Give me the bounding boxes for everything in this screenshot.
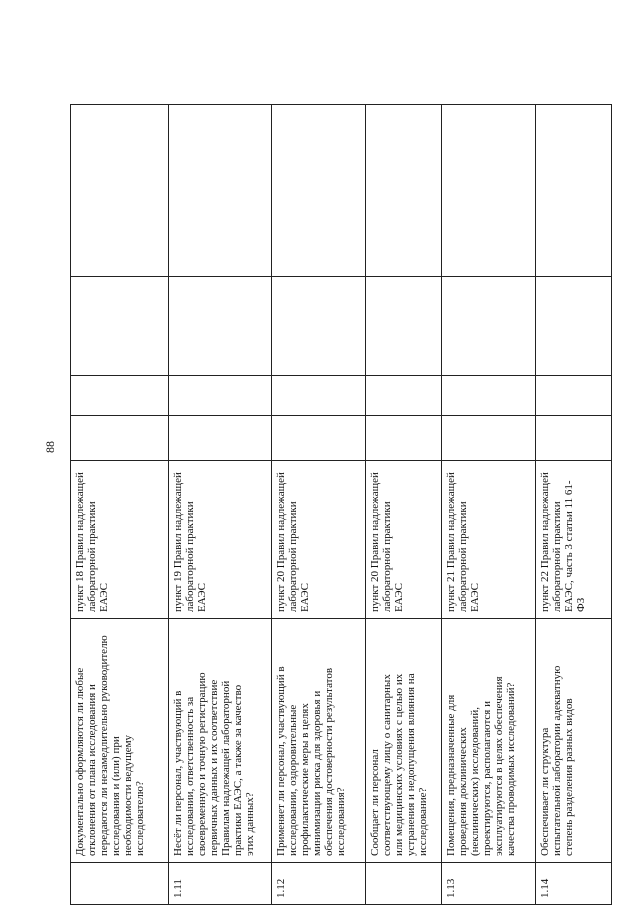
question-cell: Несёт ли персонал, участвующий в исследовании, ответственность за своевременную и точную регистрацию первичных данных и их соответствие Правилам надлежащей лабораторной практики ЕАЭС, а также за качество этих данных? bbox=[169, 619, 272, 863]
row-number: 1.13 bbox=[442, 863, 536, 905]
empty-cell bbox=[366, 105, 442, 277]
empty-cell bbox=[536, 416, 612, 461]
row-number: 1.14 bbox=[536, 863, 612, 905]
reference-cell: пункт 22 Правил надлежащей лабораторной практики ЕАЭС, часть 3 статьи 11 61- ФЗ bbox=[536, 461, 612, 619]
empty-cell bbox=[71, 376, 169, 416]
empty-cell bbox=[272, 277, 366, 376]
question-cell: Помещения, предназначенные для проведения доклинических (неклинических) исследований, проектируются, располагаются и эксплуатируются в целях обеспечения качества проводимых исследований? bbox=[442, 619, 536, 863]
empty-cell bbox=[71, 416, 169, 461]
empty-cell bbox=[366, 376, 442, 416]
row-number: 1.11 bbox=[169, 863, 272, 905]
reference-cell: пункт 19 Правил надлежащей лабораторной практики ЕАЭС bbox=[169, 461, 272, 619]
table-row bbox=[71, 105, 169, 905]
empty-cell bbox=[169, 105, 272, 277]
reference-cell: пункт 20 Правил надлежащей лабораторной практики ЕАЭС bbox=[366, 461, 442, 619]
question-cell: Сообщает ли персонал соответствующему лицу о санитарных или медицинских условиях с целью их устранения и недопущения влияния на исследование? bbox=[366, 619, 442, 863]
empty-cell bbox=[169, 376, 272, 416]
table-row bbox=[272, 105, 366, 905]
table-row bbox=[169, 105, 272, 905]
empty-cell bbox=[366, 416, 442, 461]
empty-cell bbox=[442, 376, 536, 416]
reference-cell: пункт 18 Правил надлежащей лабораторной практики ЕАЭС bbox=[71, 461, 169, 619]
table-row bbox=[536, 105, 612, 905]
row-number bbox=[366, 863, 442, 905]
question-cell: Применяет ли персонал, участвующий в исследовании, оздоровительные профилактические меры в целях минимизации риска для здоровья и обеспечения достоверности результатов исследования? bbox=[272, 619, 366, 863]
table-row bbox=[442, 105, 536, 905]
question-cell: Обеспечивает ли структура испытательной лаборатории адекватную степень разделения разных видов bbox=[536, 619, 612, 863]
empty-cell bbox=[272, 416, 366, 461]
empty-cell bbox=[272, 105, 366, 277]
page-number: 88 bbox=[43, 441, 57, 453]
table-row bbox=[366, 105, 442, 905]
row-number bbox=[71, 863, 169, 905]
reference-cell: пункт 21 Правил надлежащей лабораторной практики ЕАЭС bbox=[442, 461, 536, 619]
empty-cell bbox=[272, 376, 366, 416]
empty-cell bbox=[442, 416, 536, 461]
empty-cell bbox=[169, 277, 272, 376]
empty-cell bbox=[71, 105, 169, 277]
empty-cell bbox=[366, 277, 442, 376]
empty-cell bbox=[536, 105, 612, 277]
checklist-table bbox=[70, 104, 612, 905]
reference-cell: пункт 20 Правил надлежащей лабораторной практики ЕАЭС bbox=[272, 461, 366, 619]
empty-cell bbox=[536, 376, 612, 416]
question-cell: Документально оформляются ли любые отклонения от плана исследования и передаются ли незамедлительно руководителю исследования и (или) при необходимости ведущему исследователю? bbox=[71, 619, 169, 863]
checklist-table-wrapper bbox=[70, 105, 611, 905]
empty-cell bbox=[536, 277, 612, 376]
empty-cell bbox=[442, 277, 536, 376]
empty-cell bbox=[71, 277, 169, 376]
empty-cell bbox=[442, 105, 536, 277]
empty-cell bbox=[169, 416, 272, 461]
row-number: 1.12 bbox=[272, 863, 366, 905]
